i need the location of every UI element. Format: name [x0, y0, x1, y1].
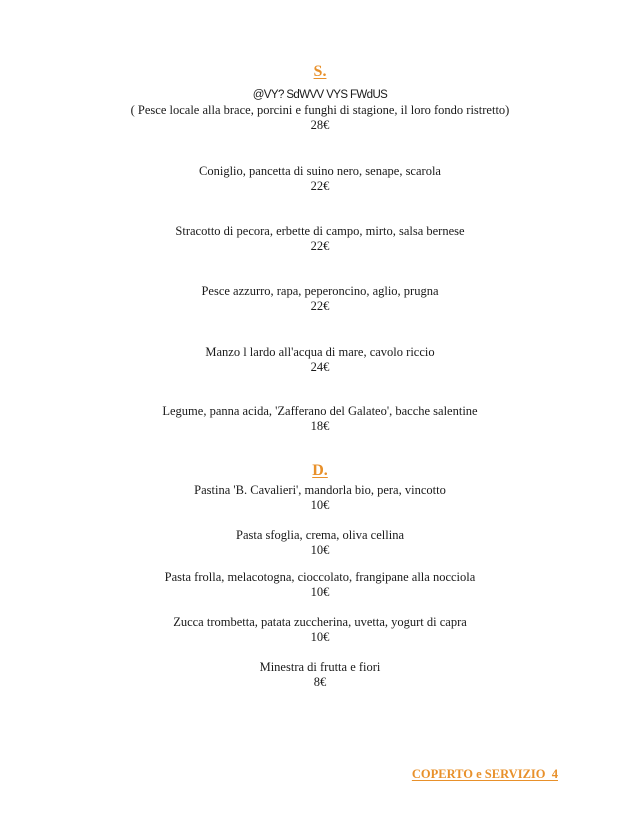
dish-item — [0, 570, 640, 600]
dish-item — [0, 404, 640, 434]
dish-price: 22€ — [310, 239, 330, 253]
dish-description: Stracotto di pecora, erbette di campo, mirto, salsa bernese — [175, 224, 465, 238]
dish-price: 18€ — [310, 419, 330, 433]
dish-item — [0, 615, 640, 645]
dish-item — [0, 284, 640, 314]
dish-item — [0, 88, 640, 133]
dish-description: Coniglio, pancetta di suino nero, senape, scarola — [199, 164, 441, 178]
dish-price: 10€ — [310, 543, 330, 557]
dish-title: @VY? SdWVV VYS FWdUS — [252, 89, 388, 101]
dish-item — [0, 224, 640, 254]
dish-description: Pastina 'B. Cavalieri', mandorla bio, pera, vincotto — [194, 483, 446, 497]
dish-description: Legume, panna acida, 'Zafferano del Galateo', bacche salentine — [162, 404, 478, 418]
coperto-servizio-note: COPERTO e SERVIZIO 4 — [411, 767, 558, 781]
dish-description: Minestra di frutta e fiori — [259, 660, 381, 674]
dish-description: Pasta sfoglia, crema, oliva cellina — [236, 528, 404, 542]
dish-description: Pesce azzurro, rapa, peperoncino, aglio, prugna — [201, 284, 439, 298]
dish-item — [0, 660, 640, 690]
dish-description: Zucca trombetta, patata zuccherina, uvetta, yogurt di capra — [173, 615, 467, 629]
dish-price: 10€ — [310, 585, 330, 599]
dish-description: Pasta frolla, melacotogna, cioccolato, frangipane alla nocciola — [164, 570, 476, 584]
section-heading-secondi: S. — [313, 63, 327, 80]
dish-price: 8€ — [313, 675, 327, 689]
dish-price: 24€ — [310, 360, 330, 374]
dish-description: Manzo l lardo all'acqua di mare, cavolo riccio — [205, 345, 435, 359]
dish-price: 10€ — [310, 630, 330, 644]
dish-item — [0, 345, 640, 375]
section-heading-dolci: D. — [312, 462, 328, 479]
dish-price: 22€ — [310, 299, 330, 313]
dish-item — [0, 483, 640, 513]
dish-price: 22€ — [310, 179, 330, 193]
dish-item — [0, 528, 640, 558]
dish-price: 28€ — [310, 118, 330, 132]
dish-description: ( Pesce locale alla brace, porcini e funghi di stagione, il loro fondo ristretto) — [130, 103, 510, 117]
dish-item — [0, 164, 640, 194]
dish-price: 10€ — [310, 498, 330, 512]
